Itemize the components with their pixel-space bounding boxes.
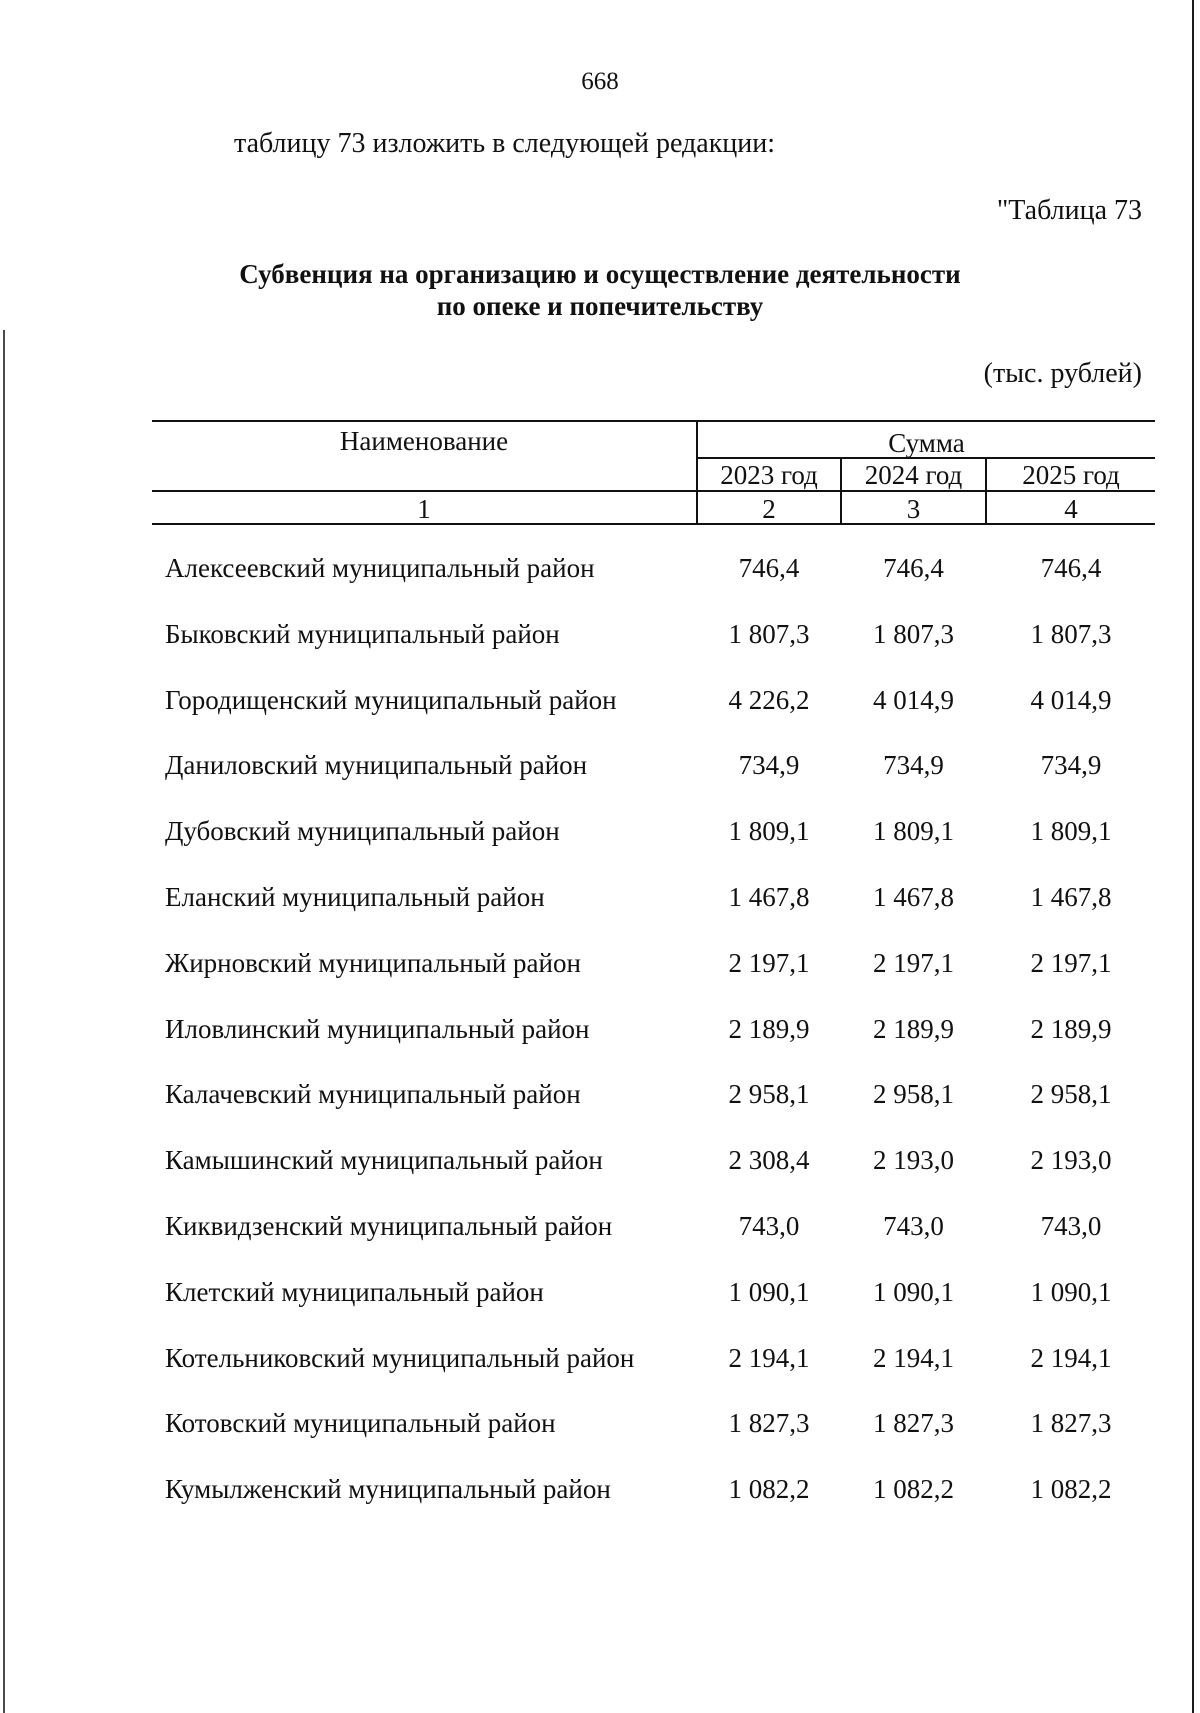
header-col-number-2: 2	[762, 494, 776, 524]
row-name: Иловлинский муниципальный район	[165, 1013, 590, 1044]
row-value-2023: 2 189,9	[728, 1013, 810, 1044]
intro-text: таблицу 73 изложить в следующей редакции:	[234, 128, 776, 159]
table-row	[0, 1474, 1200, 1540]
table-row	[0, 619, 1200, 685]
row-value-2023: 1 082,2	[728, 1474, 810, 1505]
row-name: Дубовский муниципальный район	[165, 816, 560, 847]
table-row	[0, 1211, 1200, 1277]
row-value-2025: 1 090,1	[1030, 1276, 1112, 1307]
row-value-2024: 2 194,1	[873, 1342, 954, 1373]
table-row	[0, 1014, 1200, 1080]
row-value-2024: 2 193,0	[873, 1145, 954, 1176]
row-value-2025: 2 197,1	[1030, 947, 1112, 978]
row-value-2025: 2 958,1	[1030, 1079, 1112, 1110]
row-name: Клетский муниципальный район	[165, 1276, 544, 1307]
row-name: Камышинский муниципальный район	[165, 1145, 603, 1176]
header-sum: Сумма	[888, 428, 965, 458]
row-value-2024: 1 809,1	[873, 816, 954, 847]
table-row	[0, 816, 1200, 882]
row-value-2023: 1 809,1	[728, 816, 810, 847]
row-value-2023: 1 827,3	[728, 1408, 810, 1439]
row-name: Жирновский муниципальный район	[165, 947, 581, 978]
row-name: Алексеевский муниципальный район	[165, 553, 595, 583]
row-name: Котовский муниципальный район	[165, 1408, 556, 1439]
row-name: Городищенский муниципальный район	[165, 684, 617, 715]
header-col-number-1: 1	[417, 494, 431, 524]
row-name: Еланский муниципальный район	[165, 881, 545, 912]
table-row	[0, 750, 1200, 816]
table-body	[0, 553, 1200, 1540]
row-value-2024: 1 090,1	[873, 1276, 954, 1307]
row-value-2024: 734,9	[883, 750, 944, 781]
row-value-2023: 2 197,1	[728, 947, 810, 978]
header-col-number-3: 3	[906, 494, 921, 524]
row-name: Даниловский муниципальный район	[165, 750, 588, 781]
row-value-2023: 4 226,2	[728, 684, 810, 715]
page-number: 668	[581, 68, 619, 95]
row-value-2025: 1 467,8	[1030, 881, 1112, 912]
table-row	[0, 1277, 1200, 1343]
row-value-2023: 1 467,8	[728, 881, 810, 912]
row-value-2024: 1 807,3	[873, 618, 954, 649]
row-value-2024: 2 189,9	[873, 1013, 954, 1044]
row-value-2023: 734,9	[738, 750, 800, 781]
row-value-2023: 743,0	[738, 1210, 800, 1241]
row-value-2024: 743,0	[883, 1210, 944, 1241]
row-value-2024: 1 827,3	[873, 1408, 954, 1439]
row-value-2024: 1 082,2	[873, 1474, 954, 1505]
table-row	[0, 1408, 1200, 1474]
table-row	[0, 882, 1200, 948]
table-row	[0, 1343, 1200, 1409]
row-name: Котельниковский муниципальный район	[165, 1342, 635, 1373]
row-name: Калачевский муниципальный район	[165, 1079, 581, 1110]
header-year-2023: 2023 год	[720, 460, 818, 490]
header-year-2024: 2024 год	[864, 460, 963, 490]
table-row	[0, 948, 1200, 1014]
row-value-2024: 746,4	[883, 553, 944, 583]
row-name: Киквидзенский муниципальный район	[165, 1210, 613, 1241]
row-name: Кумылженский муниципальный район	[165, 1474, 611, 1505]
row-value-2025: 4 014,9	[1030, 684, 1112, 715]
table-row	[0, 1079, 1200, 1145]
row-value-2025: 743,0	[1040, 1210, 1102, 1241]
row-value-2023: 2 958,1	[728, 1079, 810, 1110]
row-value-2023: 2 194,1	[728, 1342, 810, 1373]
row-value-2024: 1 467,8	[873, 881, 954, 912]
header-name: Наименование	[339, 426, 509, 456]
row-value-2023: 1 090,1	[728, 1276, 810, 1307]
row-value-2025: 2 193,0	[1030, 1145, 1112, 1176]
table-title-line-2: по опеке и попечительству	[436, 291, 764, 321]
table-row	[0, 1145, 1200, 1211]
table-title-line-1: Субвенция на организацию и осуществление деятельности	[239, 259, 961, 289]
row-value-2024: 2 958,1	[873, 1079, 954, 1110]
row-value-2025: 1 827,3	[1030, 1408, 1112, 1439]
row-value-2025: 746,4	[1040, 553, 1102, 583]
row-value-2024: 2 197,1	[873, 947, 954, 978]
row-name: Быковский муниципальный район	[165, 618, 560, 649]
row-value-2025: 2 194,1	[1030, 1342, 1112, 1373]
row-value-2024: 4 014,9	[873, 684, 954, 715]
units-label: (тыс. рублей)	[983, 358, 1142, 389]
header-year-2025: 2025 год	[1022, 460, 1120, 490]
table-label: "Таблица 73	[996, 195, 1142, 226]
row-value-2023: 2 308,4	[728, 1145, 810, 1176]
row-value-2025: 1 807,3	[1030, 618, 1112, 649]
row-value-2025: 2 189,9	[1030, 1013, 1112, 1044]
header-col-number-4: 4	[1064, 494, 1078, 524]
table-row	[0, 685, 1200, 751]
header-rule-top	[152, 420, 1155, 422]
row-value-2023: 746,4	[738, 553, 800, 583]
row-value-2025: 1 809,1	[1030, 816, 1112, 847]
row-value-2025: 734,9	[1040, 750, 1102, 781]
table-row	[0, 553, 1200, 619]
table-title	[0, 258, 1200, 322]
table-header	[152, 420, 1155, 525]
row-value-2025: 1 082,2	[1030, 1474, 1112, 1505]
row-value-2023: 1 807,3	[728, 618, 810, 649]
